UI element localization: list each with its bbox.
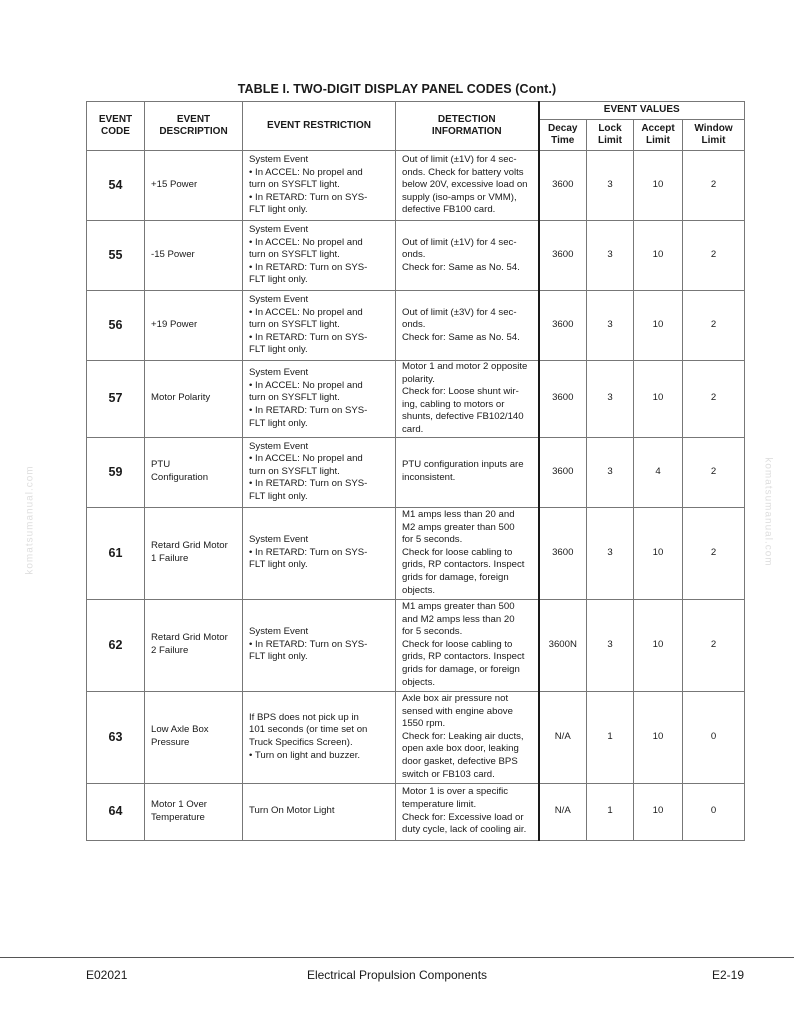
header-event-values: EVENT VALUES [539,102,745,120]
window-limit-cell: 2 [683,437,745,507]
table-row [87,437,745,507]
event-restriction-cell: System Event • In ACCEL: No propel and turn on SYSFLT light. • In RETARD: Turn on SYS- FLT light only. [243,437,396,507]
table-body [87,151,745,841]
header-event-restriction: EVENT RESTRICTION [243,102,396,151]
decay-time-cell: N/A [539,783,587,840]
table-row [87,361,745,438]
accept-limit-cell: 4 [634,437,683,507]
window-limit-cell: 2 [683,151,745,221]
window-limit-cell: 0 [683,691,745,783]
detection-information-cell: PTU configuration inputs are inconsistent. [396,437,539,507]
event-restriction-cell: If BPS does not pick up in 101 seconds (or time set on Truck Specifics Screen). • Turn on light and buzzer. [243,691,396,783]
window-limit-cell: 0 [683,783,745,840]
lock-limit-cell: 3 [587,437,634,507]
detection-information-cell: Motor 1 and motor 2 opposite polarity. Check for: Loose shunt wir- ing, cabling to motors or shunts, defective FB102/140 card. [396,361,539,438]
decay-time-cell: 3600 [539,221,587,291]
decay-time-cell: 3600 [539,361,587,438]
table-row [87,783,745,840]
accept-limit-cell: 10 [634,599,683,691]
decay-time-cell: 3600 [539,437,587,507]
lock-limit-cell: 3 [587,599,634,691]
window-limit-cell: 2 [683,361,745,438]
lock-limit-cell: 3 [587,151,634,221]
accept-limit-cell: 10 [634,221,683,291]
header-decay-time: Decay Time [539,120,587,151]
decay-time-cell: 3600 [539,151,587,221]
event-restriction-cell: System Event • In RETARD: Turn on SYS- FLT light only. [243,507,396,599]
header-event-code: EVENT CODE [87,102,145,151]
footer-document-code: E02021 [86,968,128,982]
accept-limit-cell: 10 [634,151,683,221]
detection-information-cell: Axle box air pressure not sensed with engine above 1550 rpm. Check for: Leaking air ducts, open axle box door, leaking door gasket, defective BPS switch or FB103 card. [396,691,539,783]
event-code-cell: 63 [87,691,145,783]
decay-time-cell: 3600 [539,291,587,361]
event-description-cell: PTU Configuration [145,437,243,507]
header-detection-information: DETECTION INFORMATION [396,102,539,151]
watermark-left: komatsumanual.com [24,465,36,575]
event-code-cell: 61 [87,507,145,599]
event-code-cell: 57 [87,361,145,438]
event-code-cell: 55 [87,221,145,291]
event-description-cell: Retard Grid Motor 2 Failure [145,599,243,691]
table-row [87,151,745,221]
footer-section-title: Electrical Propulsion Components [306,968,488,982]
footer-divider [0,957,794,958]
accept-limit-cell: 10 [634,691,683,783]
accept-limit-cell: 10 [634,361,683,438]
detection-information-cell: Out of limit (±3V) for 4 sec- onds. Check for: Same as No. 54. [396,291,539,361]
lock-limit-cell: 1 [587,691,634,783]
event-restriction-cell: Turn On Motor Light [243,783,396,840]
event-restriction-cell: System Event • In RETARD: Turn on SYS- FLT light only. [243,599,396,691]
decay-time-cell: 3600N [539,599,587,691]
lock-limit-cell: 3 [587,361,634,438]
table-row [87,599,745,691]
display-panel-codes-table [86,101,745,841]
event-description-cell: Retard Grid Motor 1 Failure [145,507,243,599]
event-description-cell: +19 Power [145,291,243,361]
decay-time-cell: 3600 [539,507,587,599]
event-restriction-cell: System Event • In ACCEL: No propel and turn on SYSFLT light. • In RETARD: Turn on SYS- FLT light only. [243,291,396,361]
footer-page-number: E2-19 [711,968,744,982]
header-window-limit: Window Limit [683,120,745,151]
accept-limit-cell: 10 [634,507,683,599]
event-code-cell: 54 [87,151,145,221]
lock-limit-cell: 3 [587,221,634,291]
event-code-cell: 56 [87,291,145,361]
accept-limit-cell: 10 [634,783,683,840]
table-row [87,691,745,783]
event-restriction-cell: System Event • In ACCEL: No propel and turn on SYSFLT light. • In RETARD: Turn on SYS- FLT light only. [243,151,396,221]
event-description-cell: Motor 1 Over Temperature [145,783,243,840]
header-lock-limit: Lock Limit [587,120,634,151]
event-code-cell: 64 [87,783,145,840]
table-title: TABLE I. TWO-DIGIT DISPLAY PANEL CODES (Cont.) [237,82,557,96]
window-limit-cell: 2 [683,599,745,691]
event-restriction-cell: System Event • In ACCEL: No propel and turn on SYSFLT light. • In RETARD: Turn on SYS- FLT light only. [243,221,396,291]
event-restriction-cell: System Event • In ACCEL: No propel and turn on SYSFLT light. • In RETARD: Turn on SYS- FLT light only. [243,361,396,438]
detection-information-cell: Out of limit (±1V) for 4 sec- onds. Check for battery volts below 20V, excessive load on supply (iso-amps or VMM), defective FB100 card. [396,151,539,221]
event-description-cell: Motor Polarity [145,361,243,438]
window-limit-cell: 2 [683,221,745,291]
lock-limit-cell: 1 [587,783,634,840]
lock-limit-cell: 3 [587,291,634,361]
detection-information-cell: Out of limit (±1V) for 4 sec- onds. Check for: Same as No. 54. [396,221,539,291]
table-row [87,507,745,599]
event-description-cell: Low Axle Box Pressure [145,691,243,783]
accept-limit-cell: 10 [634,291,683,361]
table-row [87,221,745,291]
table-row [87,291,745,361]
lock-limit-cell: 3 [587,507,634,599]
decay-time-cell: N/A [539,691,587,783]
event-description-cell: +15 Power [145,151,243,221]
event-code-cell: 59 [87,437,145,507]
detection-information-cell: M1 amps less than 20 and M2 amps greater than 500 for 5 seconds. Check for loose cabling to grids, RP contactors. Inspect grids for damage, foreign objects. [396,507,539,599]
detection-information-cell: Motor 1 is over a specific temperature limit. Check for: Excessive load or duty cycle, lack of cooling air. [396,783,539,840]
header-accept-limit: Accept Limit [634,120,683,151]
detection-information-cell: M1 amps greater than 500 and M2 amps less than 20 for 5 seconds. Check for loose cabling to grids, RP contactors. Inspect grids for damage, or foreign objects. [396,599,539,691]
window-limit-cell: 2 [683,291,745,361]
event-description-cell: -15 Power [145,221,243,291]
event-code-cell: 62 [87,599,145,691]
watermark-right: komatsumanual.com [762,457,774,567]
window-limit-cell: 2 [683,507,745,599]
header-event-description: EVENT DESCRIPTION [145,102,243,151]
